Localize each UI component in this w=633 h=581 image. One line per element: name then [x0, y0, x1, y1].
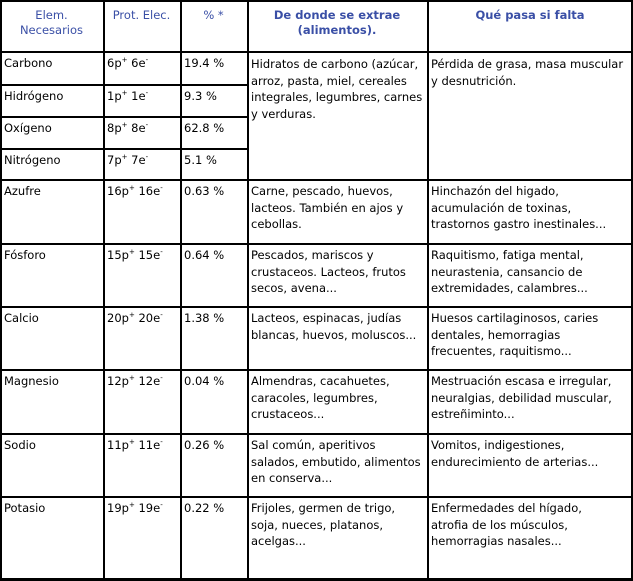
row-pct-cell: 62.8 %: [184, 121, 225, 135]
row-elem-cell: Oxígeno: [4, 121, 52, 135]
row-lack-cell: Hinchazón del higado, acumulación de toxinas, trastornos gastro inestinales...: [431, 184, 607, 231]
protons-value: 7p: [107, 153, 122, 167]
protons-value: 6p: [107, 56, 122, 70]
row-prot-cell: [107, 120, 177, 137]
row-border: [0, 179, 633, 181]
row-elem-cell: Magnesio: [4, 374, 59, 388]
col-border: [427, 0, 429, 581]
protons-value: 19p: [107, 501, 129, 515]
row-prot-cell: [107, 88, 177, 105]
row-prot-cell: [107, 373, 177, 390]
prot-elec-value: [107, 374, 163, 388]
electrons-sup: -: [160, 311, 163, 320]
prot-elec-value: [107, 311, 163, 325]
protons-value: 1p: [107, 89, 122, 103]
electrons-sup: -: [160, 248, 163, 257]
prot-elec-value: [107, 438, 163, 452]
row-lack-cell: Enfermedades del hígado, atrofia de los músculos, hemorragias nasales...: [431, 501, 582, 548]
prot-elec-value: [107, 89, 148, 103]
row-source-cell: Frijoles, germen de trigo, soja, nueces, platanos, acelgas...: [251, 501, 396, 548]
row-source-cell: Carne, pescado, huevos, lacteos. También en ajos y cebollas.: [251, 184, 404, 231]
electrons-sup: -: [160, 184, 163, 193]
row-prot-cell: [107, 310, 177, 327]
row-prot-cell: [107, 437, 177, 454]
protons-value: 20p: [107, 311, 129, 325]
row-prot-cell: [107, 500, 177, 517]
electrons-sup: -: [145, 153, 149, 162]
row-pct-cell: 0.26 %: [184, 438, 225, 452]
row-pct-cell: 1.38 %: [184, 311, 225, 325]
group-source-cell: Hidratos de carbono (azúcar, arroz, pasta, miel, cereales integrales, legumbres, carnes y verduras.: [251, 57, 423, 121]
protons-sup: +: [128, 311, 135, 320]
electrons-value: 16e: [138, 184, 161, 198]
row-elem-cell: Potasio: [4, 501, 46, 515]
row-source-cell: Sal común, aperitivos salados, embutido, alimentos en conserva...: [251, 438, 421, 485]
row-pct-cell: 0.22 %: [184, 501, 225, 515]
row-border: [0, 369, 633, 371]
row-lack-cell: Raquitismo, fatiga mental, neurastenia, cansancio de extremidades, calambres...: [431, 248, 588, 295]
row-border: [0, 116, 247, 118]
row-elem-cell: Hidrógeno: [4, 89, 64, 103]
prot-elec-value: [107, 153, 148, 167]
protons-value: 11p: [107, 438, 129, 452]
row-source-cell: Almendras, cacahuetes, caracoles, legumbres, crustaceos...: [251, 374, 390, 421]
row-pct-cell: 0.04 %: [184, 374, 225, 388]
header-lack: [427, 0, 633, 51]
col-border: [0, 0, 2, 581]
row-elem-cell: Nitrógeno: [4, 153, 61, 167]
header-pct: [180, 0, 247, 51]
row-border: [0, 433, 633, 435]
row-elem-cell: Calcio: [4, 311, 39, 325]
row-pct-cell: 5.1 %: [184, 153, 217, 167]
electrons-value: 6e: [131, 56, 146, 70]
protons-value: 12p: [107, 374, 129, 388]
electrons-value: 19e: [138, 501, 161, 515]
protons-sup: +: [121, 153, 128, 162]
protons-value: 16p: [107, 184, 129, 198]
row-border: [0, 51, 633, 53]
header-source: [247, 0, 427, 51]
prot-elec-value: [107, 501, 163, 515]
row-border: [0, 243, 633, 245]
protons-sup: +: [128, 501, 135, 510]
electrons-sup: -: [160, 374, 163, 383]
col-border: [103, 0, 105, 581]
electrons-value: 15e: [138, 248, 161, 262]
row-pct-cell: 0.64 %: [184, 248, 225, 262]
electrons-sup: -: [160, 501, 163, 510]
electrons-sup: -: [145, 56, 149, 65]
group-lack-cell: Pérdida de grasa, masa muscular y desnutrición.: [431, 57, 624, 88]
protons-sup: +: [128, 438, 135, 447]
protons-sup: +: [121, 56, 128, 65]
col-border: [247, 0, 249, 581]
electrons-value: 7e: [131, 153, 146, 167]
header-lack-label: Qué pasa si falta: [475, 8, 585, 22]
protons-sup: +: [128, 374, 135, 383]
row-elem-cell: Sodio: [4, 438, 36, 452]
row-border: [0, 84, 247, 86]
protons-value: 8p: [107, 121, 122, 135]
header-elem: [0, 0, 103, 51]
row-source-cell: Pescados, mariscos y crustaceos. Lacteos, frutos secos, avena...: [251, 248, 406, 295]
row-pct-cell: 9.3 %: [184, 89, 217, 103]
header-source-label: De donde se extrae (alimentos).: [273, 8, 401, 37]
electrons-sup: -: [160, 438, 163, 447]
header-elem-label: Elem. Necesarios: [19, 8, 84, 37]
prot-elec-value: [107, 56, 148, 70]
protons-sup: +: [128, 184, 135, 193]
prot-elec-value: [107, 184, 163, 198]
row-pct-cell: 0.63 %: [184, 184, 225, 198]
row-lack-cell: Vomitos, indigestiones, endurecimiento de arterias...: [431, 438, 599, 469]
protons-sup: +: [121, 89, 128, 98]
row-border: [0, 306, 633, 308]
electrons-value: 20e: [138, 311, 161, 325]
row-prot-cell: [107, 152, 177, 169]
prot-elec-value: [107, 121, 148, 135]
row-pct-cell: 19.4 %: [184, 56, 225, 70]
header-prot: [103, 0, 180, 51]
electrons-value: 12e: [138, 374, 161, 388]
row-prot-cell: [107, 247, 177, 264]
protons-value: 15p: [107, 248, 129, 262]
prot-elec-value: [107, 248, 163, 262]
row-prot-cell: [107, 55, 177, 72]
row-elem-cell: Fósforo: [4, 248, 46, 262]
header-pct-label: % *: [203, 8, 224, 22]
electrons-sup: -: [145, 89, 149, 98]
row-source-cell: Lacteos, espinacas, judías blancas, huevos, moluscos...: [251, 311, 417, 342]
row-border: [0, 0, 633, 2]
row-elem-cell: Carbono: [4, 56, 53, 70]
protons-sup: +: [121, 121, 128, 130]
row-lack-cell: Mestruación escasa e irregular, neuralgias, debilidad muscular, estreñiminto...: [431, 374, 612, 421]
col-border: [180, 0, 182, 581]
protons-sup: +: [128, 248, 135, 257]
electrons-sup: -: [145, 121, 149, 130]
header-prot-label: Prot. Elec.: [112, 8, 171, 22]
electrons-value: 11e: [138, 438, 161, 452]
row-border: [0, 496, 633, 498]
row-border: [0, 578, 633, 580]
electrons-value: 1e: [131, 89, 146, 103]
row-prot-cell: [107, 183, 177, 200]
row-elem-cell: Azufre: [4, 184, 41, 198]
row-border: [0, 148, 247, 150]
electrons-value: 8e: [131, 121, 146, 135]
row-lack-cell: Huesos cartilaginosos, caries dentales, hemorragias frecuentes, raquitismo...: [431, 311, 599, 358]
